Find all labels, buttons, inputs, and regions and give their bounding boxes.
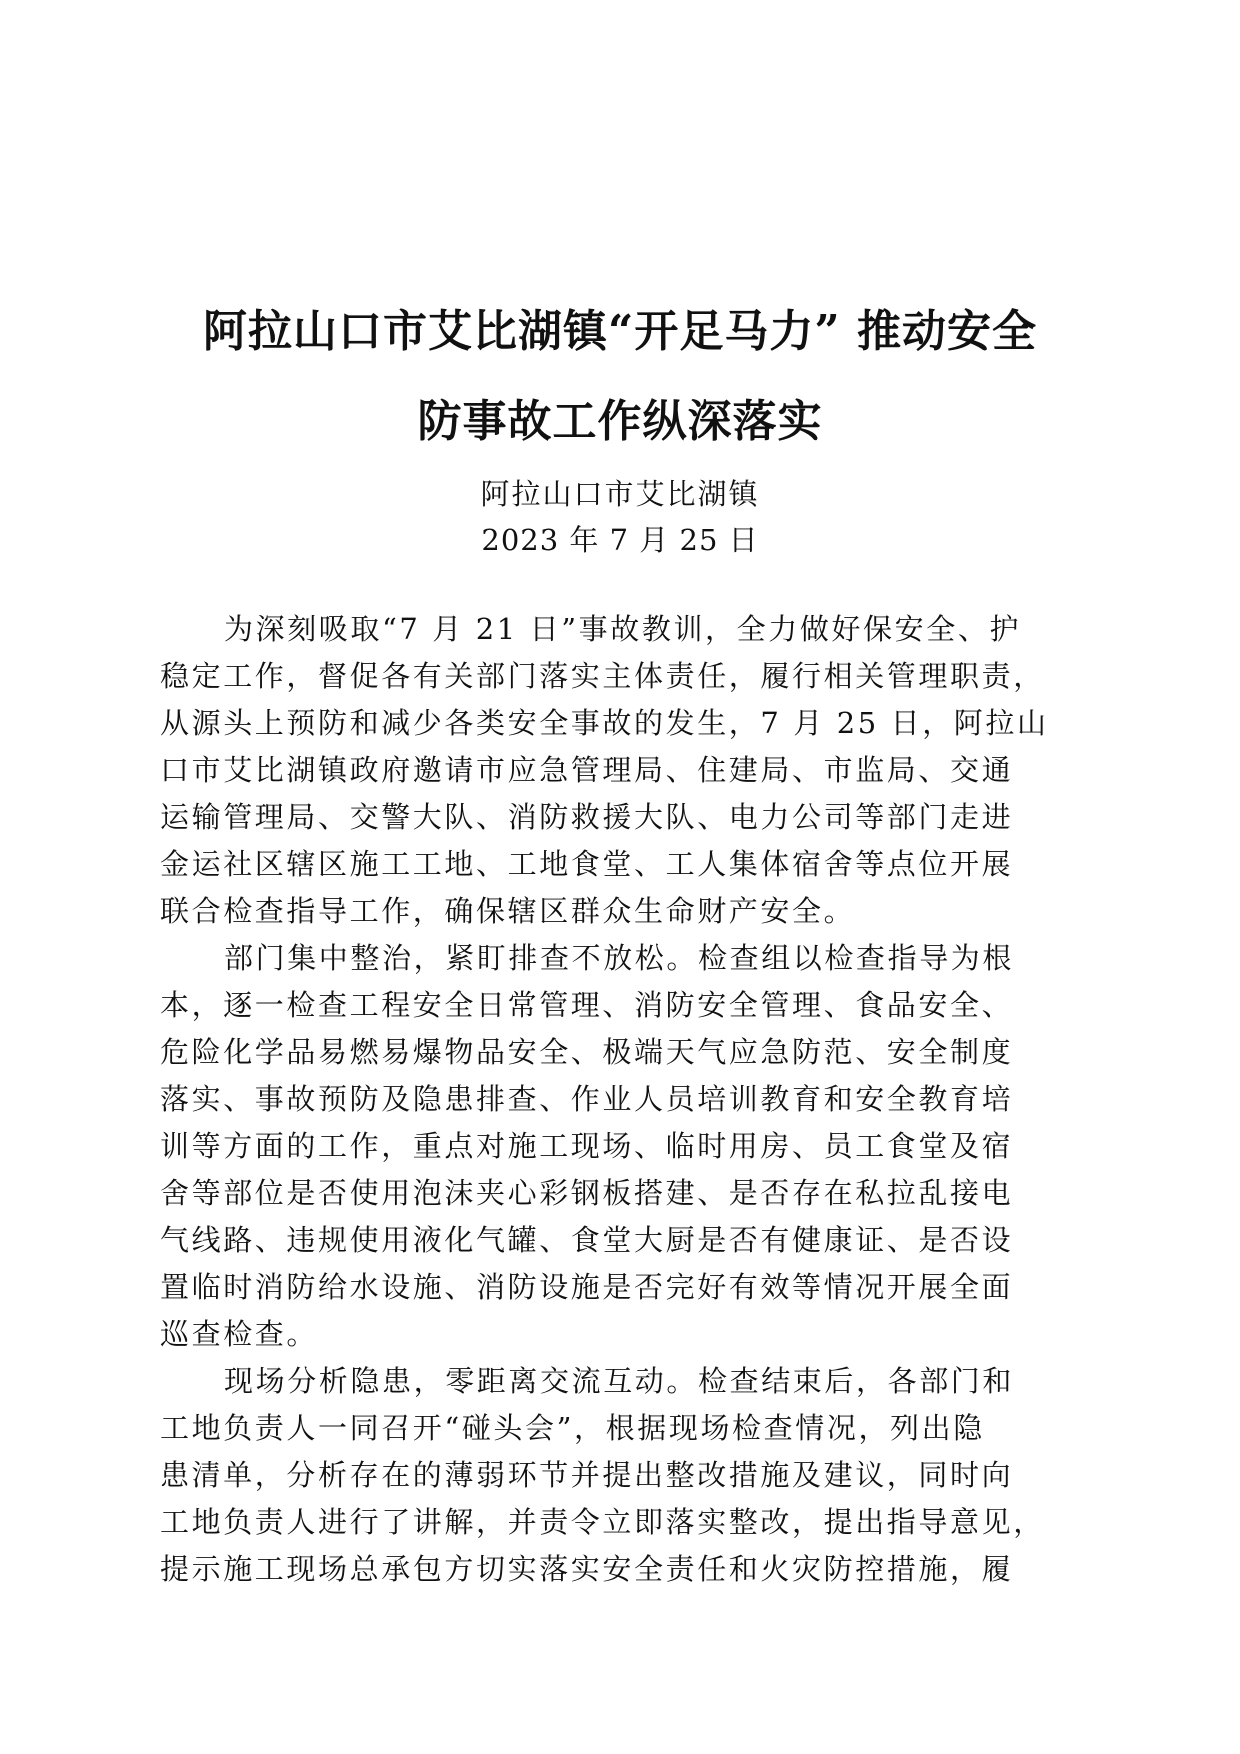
paragraph-line: 本，逐一检查工程安全日常管理、消防安全管理、食品安全、 — [160, 988, 1014, 1022]
paragraph-line: 工地负责人一同召开“碰头会”，根据现场检查情况，列出隐 — [160, 1411, 985, 1445]
paragraph-line: 落实、事故预防及隐患排查、作业人员培训教育和安全教育培 — [160, 1082, 1014, 1116]
paragraph-line: 舍等部位是否使用泡沫夹心彩钢板搭建、是否存在私拉乱接电 — [160, 1176, 1014, 1210]
paragraph-line: 提示施工现场总承包方切实落实安全责任和火灾防控措施，履 — [160, 1552, 1014, 1586]
paragraph-line: 置临时消防给水设施、消防设施是否完好有效等情况开展全面 — [160, 1270, 1014, 1304]
paragraph-line: 气线路、违规使用液化气罐、食堂大厨是否有健康证、是否设 — [160, 1223, 1014, 1257]
paragraph-line: 部门集中整治，紧盯排查不放松。检查组以检查指导为根 — [224, 941, 1015, 975]
paragraph-line: 危险化学品易燃易爆物品安全、极端天气应急防范、安全制度 — [160, 1035, 1014, 1069]
author-line: 阿拉山口市艾比湖镇 — [480, 477, 760, 511]
paragraph-2 — [160, 935, 1080, 1358]
paragraph-line: 稳定工作，督促各有关部门落实主体责任，履行相关管理职责， — [160, 659, 1045, 693]
paragraph-line: 为深刻吸取“7 月 21 日”事故教训，全力做好保安全、护 — [224, 612, 1022, 646]
paragraph-1 — [160, 606, 1080, 935]
paragraph-line: 联合检查指导工作，确保辖区群众生命财产安全。 — [160, 894, 856, 928]
paragraph-3 — [160, 1358, 1080, 1593]
paragraph-line: 金运社区辖区施工工地、工地食堂、工人集体宿舍等点位开展 — [160, 847, 1014, 881]
title-line-2: 防事故工作纵深落实 — [417, 396, 823, 447]
paragraph-line: 训等方面的工作，重点对施工现场、临时用房、员工食堂及宿 — [160, 1129, 1014, 1163]
date-line: 2023 年 7 月 25 日 — [481, 523, 759, 557]
paragraph-line: 口市艾比湖镇政府邀请市应急管理局、住建局、市监局、交通 — [160, 753, 1014, 787]
paragraph-line: 巡查检查。 — [160, 1317, 319, 1351]
title-line-1: 阿拉山口市艾比湖镇“开足马力” 推动安全 — [203, 306, 1037, 357]
paragraph-line: 患清单，分析存在的薄弱环节并提出整改措施及建议，同时向 — [160, 1458, 1014, 1492]
paragraph-line: 工地负责人进行了讲解，并责令立即落实整改，提出指导意见， — [160, 1505, 1045, 1539]
paragraph-line: 运输管理局、交警大队、消防救援大队、电力公司等部门走进 — [160, 800, 1014, 834]
paragraph-line: 从源头上预防和减少各类安全事故的发生，7 月 25 日，阿拉山 — [160, 706, 1049, 740]
paragraph-line: 现场分析隐患，零距离交流互动。检查结束后，各部门和 — [224, 1364, 1015, 1398]
